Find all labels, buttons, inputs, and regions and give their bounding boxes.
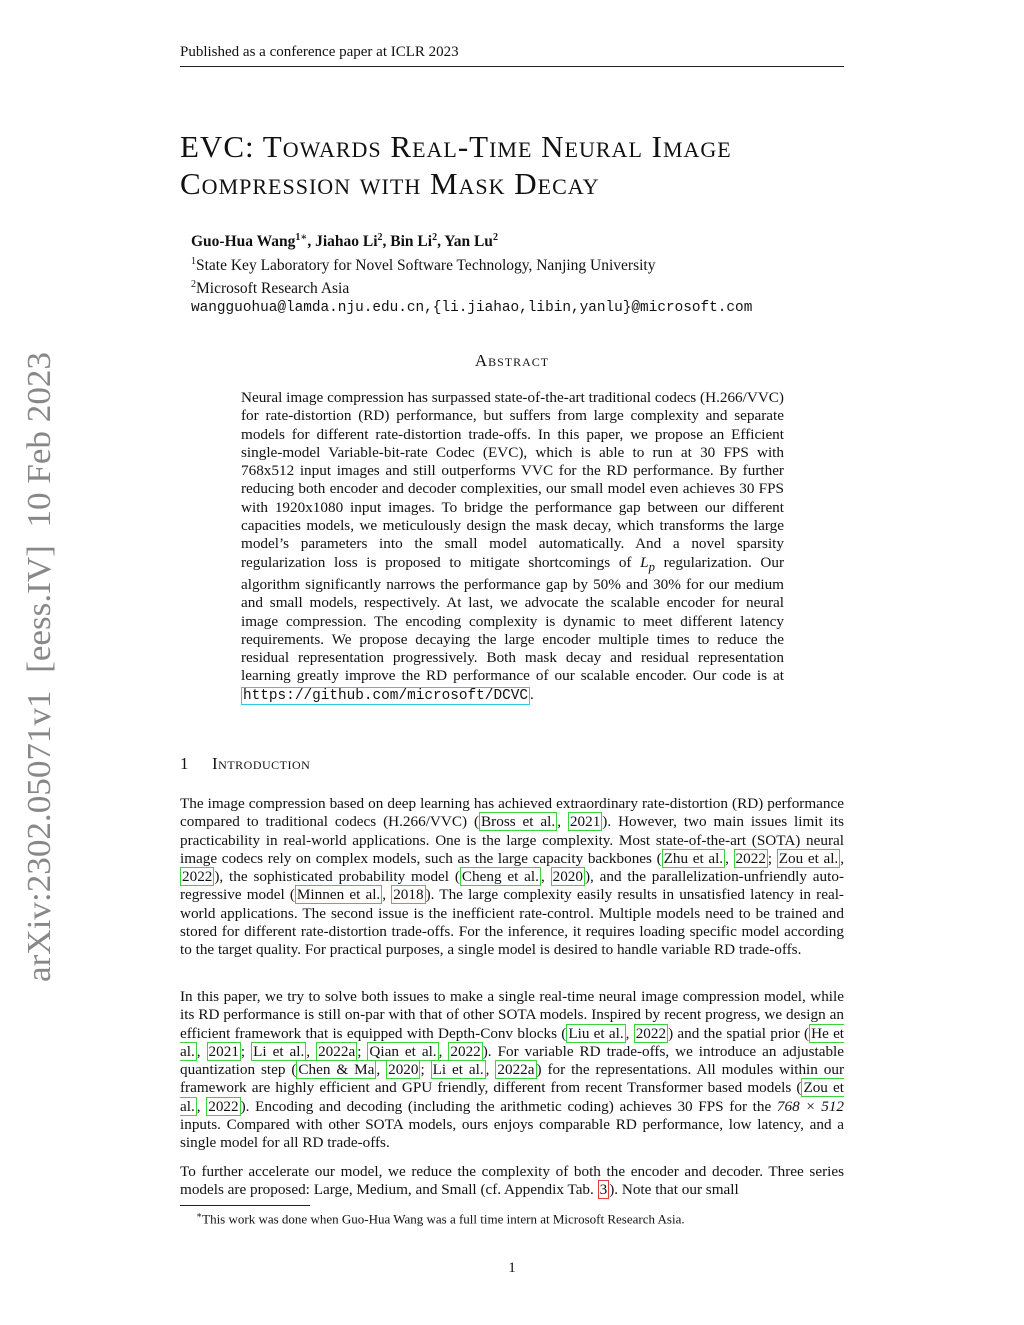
citation-year-link[interactable]: 2022 bbox=[735, 849, 766, 867]
page-number: 1 bbox=[508, 1260, 516, 1276]
citation-author-link[interactable]: Zhu et al. bbox=[663, 849, 724, 867]
citation-year-link[interactable]: 2022 bbox=[182, 868, 213, 886]
citation-author-link[interactable]: Cheng et al. bbox=[461, 868, 539, 886]
affiliation-1: $^1$State Key Laboratory for Novel Software Technology, Nanjing University bbox=[191, 255, 656, 274]
author-block bbox=[191, 228, 851, 318]
citation-year-link[interactable]: 2020 bbox=[552, 868, 583, 886]
header-rule bbox=[180, 66, 844, 67]
citation-author-link[interactable]: Qian et al. bbox=[369, 1042, 437, 1060]
citation-year-link[interactable]: 2022 bbox=[635, 1024, 667, 1042]
footnote-rule bbox=[180, 1205, 310, 1206]
citation-year-link[interactable]: 2022a bbox=[497, 1061, 535, 1079]
author-emails: wangguohua@lamda.nju.edu.cn,{li.jiahao,libin,yanlu}@microsoft.com bbox=[191, 299, 753, 316]
abstract-heading: Abstract bbox=[474, 351, 550, 370]
table-ref-link[interactable]: 3 bbox=[599, 1181, 608, 1199]
paragraph-2: In this paper, we try to solve both issues to make a single real-time neural image compression model, while its RD performance is still on-par with that of other SOTA models. Inspired by recent progress, we design an efficient framework that is equipped with Depth-Conv blocks ( Liu et al. , 2022 ) and the spatial prior ( He et al. , 2021 ; Li et al. , 2022a ; Qian et al. , 2022 ). For variable RD trade-offs, we introduce an adjustable quantization step ( Chen & Ma , 2020 ; Li et al. , 2022a ) for the representations. All modules within our framework are highly efficient and GPU friendly, different from recent Transformer based models ( Zou et al. , 2022 ). Encoding and decoding (including the arithmetic coding) achieves 30 FPS for the 768 × 512 inputs. Compared with other SOTA models, ours enjoys comparable RD performance, low latency, and a single model for all RD trade-offs. bbox=[180, 988, 845, 1152]
paragraph-1: The image compression based on deep learning has achieved extraordinary rate-distortion (RD) performance compared to traditional codecs (H.266/VVC) ( Bross et al. , 2021 ). However, two main issues limit its practicability in real-world applications. One is the large complexity. Most state-of-the-art (SOTA) neural image codecs rely on complex models, such as the large capacity backbones ( Zhu et al. , 2022 ; Zou et al. , 2022 ), the sophisticated probability model ( Cheng et al. , 2020 ), and the parallelization-unfriendly auto-regressive model ( Minnen et al. , 2018 ). The large complexity easily results in unsatisfied latency in real-world applications. The second issue is the inefficient rate-control. Multiple models need to be trained and stored for different rate-distortion trade-offs. For the inference, it requires loading specific model according to the target quality. For practical purposes, a single model is desired to handle variable RD trade-offs. bbox=[180, 795, 845, 959]
paragraph-3: To further accelerate our model, we reduce the complexity of both the encoder and decoder. Three series models are proposed: Large, Medium, and Small (cf. Appendix Tab. 3 ). Note that our small bbox=[180, 1163, 844, 1199]
citation-year-link[interactable]: 2022a bbox=[318, 1042, 356, 1060]
code-link[interactable]: https://github.com/microsoft/DCVC bbox=[243, 687, 528, 704]
citation-year-link[interactable]: 2020 bbox=[388, 1061, 419, 1079]
author-name: Guo-Hua Wang$^{1∗}$ bbox=[191, 232, 308, 251]
author-name: Yan Lu$^2$ bbox=[444, 232, 498, 251]
citation-author-link[interactable]: Bross et al. bbox=[481, 813, 556, 831]
citation-author-link[interactable]: Minnen et al. bbox=[296, 886, 381, 904]
paper-title: EVC: Towards Real-Time Neural Image Compression with Mask Decay bbox=[180, 129, 732, 201]
citation-year-link[interactable]: 2022 bbox=[208, 1097, 239, 1115]
citation-author-link[interactable]: Chen & Ma bbox=[298, 1061, 375, 1079]
inline-math: 768 × 512 bbox=[776, 1097, 845, 1115]
author-name: Jiahao Li$^2$ bbox=[315, 232, 383, 251]
footnote: ∗This work was done when Guo-Hua Wang was a full time intern at Microsoft Research Asia. bbox=[196, 1210, 685, 1227]
citation-author-link[interactable]: Li et al. bbox=[432, 1061, 484, 1079]
section-heading: 1 Introduction bbox=[180, 754, 311, 773]
affiliation-2: $^2$Microsoft Research Asia bbox=[191, 279, 350, 298]
citation-author-link[interactable]: Li et al. bbox=[253, 1042, 305, 1060]
arxiv-id-text: arXiv:2302.05071v1 [eess.IV] 10 Feb 2023 bbox=[21, 380, 58, 982]
arxiv-stamp-svg bbox=[18, 352, 58, 982]
citation-year-link[interactable]: 2021 bbox=[569, 813, 601, 831]
abstract-body: Neural image compression has surpassed state-of-the-art traditional codecs (H.266/VVC) for rate-distortion (RD) performance, but suffers from large complexity and separate models for different rate-distortion trade-offs. In this paper, we propose an Efficient single-model Variable-bit-rate Codec (EVC), which is able to run at 30 FPS with 768x512 input images and still outperforms VVC for the RD performance. By further reducing both encoder and decoder complexities, our small model even achieves 30 FPS with 1920x1080 input images. To bridge the performance gap between our different capacities models, we meticulously design the mask decay, which transforms the large model’s parameters into the small model automatically. And a novel sparsity regularization loss is proposed to mitigate shortcomings of $L_p$ regularization. Our algorithm significantly narrows the performance gap by 50% and 30% for our medium and small models, respectively. At last, we advocate the scalable encoder for neural image compression. The encoding complexity is dynamic to meet different latency requirements. We propose decaying the large encoder multiple times to reduce the residual representation progressively. Both mask decay and residual representation learning greatly improve the RD performance of our scalable encoder. Our code is at https://github.com/microsoft/DCVC . bbox=[241, 389, 785, 704]
citation-year-link[interactable]: 2022 bbox=[450, 1042, 481, 1060]
citation-author-link[interactable]: Zou et al. bbox=[180, 1079, 844, 1115]
arxiv-stamp bbox=[18, 352, 58, 982]
author-names: Guo-Hua Wang$^{1∗}$, Jiahao Li$^2$, Bin Li$^2$, Yan Lu$^2$ bbox=[191, 232, 498, 251]
author-name: Bin Li$^2$ bbox=[390, 232, 438, 251]
citation-author-link[interactable]: He et al. bbox=[180, 1024, 845, 1060]
lp-math: $L_p$ bbox=[640, 553, 655, 574]
citation-year-link[interactable]: 2018 bbox=[393, 886, 424, 904]
running-header: Published as a conference paper at ICLR 2023 bbox=[180, 44, 459, 60]
citation-year-link[interactable]: 2021 bbox=[208, 1042, 239, 1060]
citation-author-link[interactable]: Liu et al. bbox=[568, 1024, 624, 1042]
citation-author-link[interactable]: Zou et al. bbox=[778, 849, 839, 867]
